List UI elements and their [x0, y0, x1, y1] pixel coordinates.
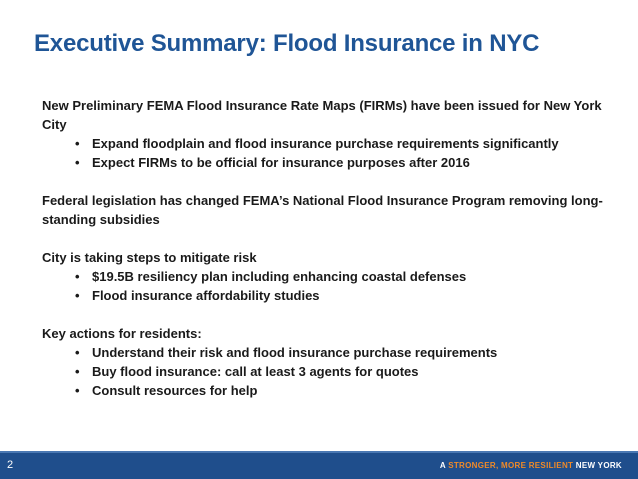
bullet-text: Understand their risk and flood insurance purchase requirements [92, 345, 498, 360]
bullet-text: Flood insurance affordability studies [92, 288, 320, 303]
list-item [75, 267, 612, 286]
bullet-icon: • [75, 383, 80, 398]
tagline-prefix: A [439, 461, 449, 470]
bullet-list [42, 267, 612, 305]
bullet-text: Expect FIRMs to be official for insurance purposes after 2016 [92, 155, 470, 170]
list-item [75, 286, 612, 305]
slide-number: 2 [7, 459, 14, 471]
bullet-icon: • [75, 136, 80, 151]
bullet-text: $19.5B resiliency plan including enhancing coastal defenses [92, 269, 467, 284]
list-item [75, 343, 612, 362]
slide-body [42, 96, 612, 400]
bullet-icon: • [75, 364, 80, 379]
list-item [75, 134, 612, 153]
section-heading: Key actions for residents: [42, 326, 202, 341]
tagline-accent: STRONGER, MORE RESILIENT [448, 461, 574, 470]
bullet-icon: • [75, 288, 80, 303]
footer-bar [0, 451, 638, 479]
bullet-text: Consult resources for help [92, 383, 258, 398]
bullet-list [42, 134, 612, 172]
bullet-icon: • [75, 155, 80, 170]
bullet-icon: • [75, 345, 80, 360]
bullet-text: Expand floodplain and flood insurance purchase requirements significantly [92, 136, 559, 151]
bullet-text: Buy flood insurance: call at least 3 agents for quotes [92, 364, 419, 379]
slide-title: Executive Summary: Flood Insurance in NYC [34, 30, 540, 57]
section-heading: Federal legislation has changed FEMA’s National Flood Insurance Program removing long-standing subsidies [42, 193, 603, 227]
bullet-icon: • [75, 269, 80, 284]
list-item [75, 381, 612, 400]
section-heading: New Preliminary FEMA Flood Insurance Rate Maps (FIRMs) have been issued for New York City [42, 98, 602, 132]
list-item [75, 362, 612, 381]
list-item [75, 153, 612, 172]
footer-tagline [440, 461, 622, 470]
tagline-suffix: NEW YORK [573, 461, 622, 470]
section-heading: City is taking steps to mitigate risk [42, 250, 257, 265]
bullet-list [42, 343, 612, 400]
